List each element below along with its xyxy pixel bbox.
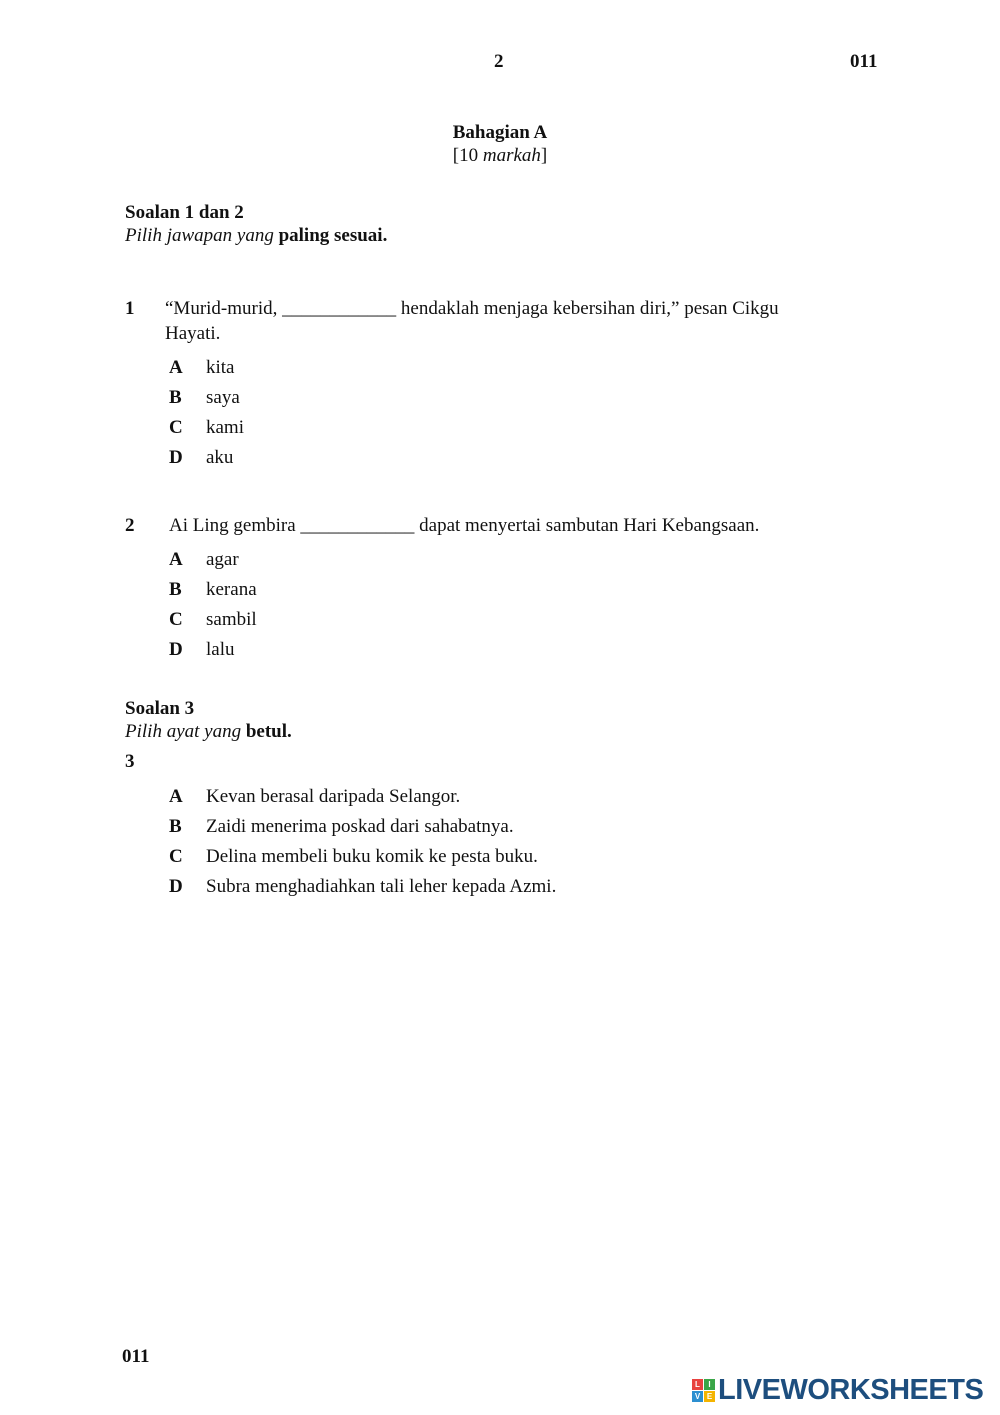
option-letter: D xyxy=(169,876,183,897)
option-text: kerana xyxy=(206,579,257,600)
option-letter: B xyxy=(169,387,182,408)
liveworksheets-logo[interactable] xyxy=(692,1375,983,1405)
option-text: sambil xyxy=(206,609,257,630)
section-title: Bahagian A xyxy=(452,122,548,143)
option-text: kami xyxy=(206,417,244,438)
marks-close: ] xyxy=(540,145,548,166)
option-text: kita xyxy=(206,357,235,378)
q2-number: 2 xyxy=(125,515,135,536)
option-letter: A xyxy=(169,549,183,570)
marks-open: [10 xyxy=(452,145,483,166)
option-letter: D xyxy=(169,447,183,468)
option-letter: B xyxy=(169,579,182,600)
q1-number: 1 xyxy=(125,298,135,319)
logo-tile-i: I xyxy=(704,1379,715,1390)
page-number: 2 xyxy=(494,51,504,72)
q2-text: Ai Ling gembira ____________ dapat menyertai sambutan Hari Kebangsaan. xyxy=(169,515,760,536)
section-marks xyxy=(0,145,1000,167)
instruction-bold: paling sesuai. xyxy=(278,225,388,246)
option-text: Delina membeli buku komik ke pesta buku. xyxy=(206,846,538,867)
option-text: saya xyxy=(206,387,240,408)
instruction-italic: Pilih jawapan yang xyxy=(125,225,274,246)
option-letter: C xyxy=(169,846,183,867)
option-letter: C xyxy=(169,417,183,438)
logo-tile-l: L xyxy=(692,1379,703,1390)
paper-code-header: 011 xyxy=(850,51,878,72)
option-letter: B xyxy=(169,816,182,837)
option-letter: C xyxy=(169,609,183,630)
paper-code-footer: 011 xyxy=(122,1346,150,1367)
group1-heading: Soalan 1 dan 2 xyxy=(125,202,244,223)
q1-text-line1: “Murid-murid, ____________ hendaklah menjaga kebersihan diri,” pesan Cikgu xyxy=(165,298,779,319)
logo-tile-e: E xyxy=(704,1391,715,1402)
logo-text: LIVEWORKSHEETS xyxy=(718,1373,984,1406)
q1-text-line2: Hayati. xyxy=(165,323,221,344)
marks-word: markah xyxy=(482,145,541,166)
q3-number: 3 xyxy=(125,751,135,772)
option-text: lalu xyxy=(206,639,235,660)
option-text: aku xyxy=(206,447,234,468)
live-logo-icon xyxy=(692,1379,715,1402)
logo-tile-v: V xyxy=(692,1391,703,1402)
group1-instruction xyxy=(125,225,387,247)
option-text: Subra menghadiahkan tali leher kepada Azmi. xyxy=(206,876,557,897)
option-text: Kevan berasal daripada Selangor. xyxy=(206,786,461,807)
instruction-bold: betul. xyxy=(245,721,292,742)
option-text: Zaidi menerima poskad dari sahabatnya. xyxy=(206,816,514,837)
group2-instruction xyxy=(125,721,292,743)
option-text: agar xyxy=(206,549,239,570)
option-letter: D xyxy=(169,639,183,660)
instruction-italic: Pilih ayat yang xyxy=(125,721,242,742)
option-letter: A xyxy=(169,357,183,378)
option-letter: A xyxy=(169,786,183,807)
group2-heading: Soalan 3 xyxy=(125,698,195,719)
